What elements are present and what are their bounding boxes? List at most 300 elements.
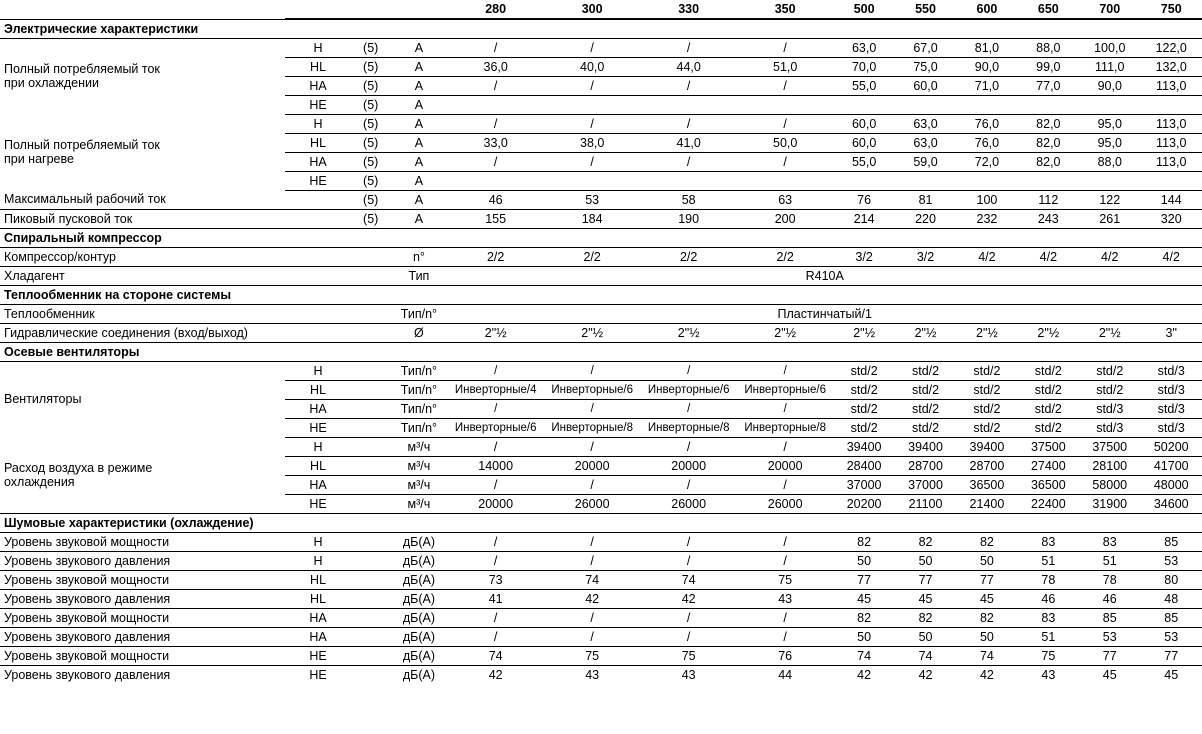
row-unit: Ø: [414, 325, 424, 340]
cell-value: 85: [1140, 608, 1202, 627]
cell-value: 3/2: [833, 247, 894, 266]
cell-value: /: [447, 437, 544, 456]
row-label: Расход воздуха в режиме охлаждения: [4, 460, 153, 489]
cell-value: /: [447, 152, 544, 171]
row-unit: A: [390, 95, 447, 114]
row-unit: дБ(А): [402, 667, 435, 682]
cell-value: 2"½: [581, 325, 604, 340]
cell-value: 40,0: [544, 57, 641, 76]
row-note: (5): [351, 38, 390, 57]
cell-value: 26000: [671, 496, 707, 511]
row-label: Уровень звуковой мощности: [0, 570, 285, 589]
cell-value: 51: [1018, 551, 1079, 570]
row-unit: м³/ч: [390, 437, 447, 456]
cell-value: /: [544, 399, 641, 418]
cell-value: 37000: [895, 475, 956, 494]
cell-value: 44: [778, 667, 793, 682]
cell-value: std/2: [895, 361, 956, 380]
cell-value: 36500: [956, 475, 1017, 494]
table-row: [0, 532, 1202, 551]
cell-value: /: [447, 361, 544, 380]
cell-value: /: [447, 475, 544, 494]
cell-value: 20000: [737, 456, 834, 475]
cell-value: 2"½: [484, 325, 507, 340]
row-label: Уровень звуковой мощности: [0, 532, 285, 551]
cell-value: 112: [1018, 190, 1079, 209]
cell-value: /: [640, 627, 737, 646]
cell-value: 42: [640, 589, 737, 608]
cell-value: 76: [833, 190, 894, 209]
cell-value: std/2: [833, 361, 894, 380]
cell-value: /: [737, 76, 834, 95]
cell-value: 51,0: [737, 57, 834, 76]
cell-value: 4/2: [1018, 247, 1079, 266]
row-note: [351, 665, 390, 684]
cell-value: 80: [1140, 570, 1202, 589]
table-row: [0, 627, 1202, 646]
cell-value: 132,0: [1140, 57, 1202, 76]
cell-value: 42: [857, 667, 872, 682]
cell-value: 190: [678, 211, 700, 226]
cell-value: std/2: [956, 418, 1017, 437]
cell-value: 85: [1079, 608, 1140, 627]
table-row: [0, 304, 1202, 323]
row-unit: A: [414, 211, 424, 226]
cell-value: 2/2: [544, 247, 641, 266]
cell-value: 63,0: [833, 38, 894, 57]
row-mode: HE: [285, 171, 351, 190]
cell-value: 60,0: [833, 133, 894, 152]
cell-value: std/3: [1140, 418, 1202, 437]
cell-value: 48000: [1140, 475, 1202, 494]
cell-value: /: [640, 361, 737, 380]
cell-value: /: [544, 361, 641, 380]
row-note: [351, 266, 390, 285]
cell-value: [1079, 95, 1140, 114]
cell-value: 74: [833, 646, 894, 665]
cell-value: 51: [1079, 551, 1140, 570]
row-mode: H: [285, 114, 351, 133]
table-row: [0, 551, 1202, 570]
row-mode: H: [285, 38, 351, 57]
row-unit: дБ(А): [390, 570, 447, 589]
cell-value: 63,0: [895, 133, 956, 152]
table-row: [0, 608, 1202, 627]
row-unit: Тип/n°: [390, 304, 447, 323]
row-mode: H: [285, 551, 351, 570]
cell-value: 41,0: [640, 133, 737, 152]
row-mode: HL: [285, 589, 351, 608]
cell-value: std/2: [1018, 399, 1079, 418]
row-unit: Тип: [408, 268, 430, 283]
cell-value: [956, 95, 1017, 114]
cell-value: 58000: [1079, 475, 1140, 494]
row-label: Компрессор/контур: [0, 247, 285, 266]
cell-value: /: [447, 38, 544, 57]
row-note: (5): [351, 57, 390, 76]
cell-value: std/2: [833, 380, 894, 399]
cell-value: [447, 171, 544, 190]
row-note: [351, 570, 390, 589]
table-row: [0, 589, 1202, 608]
cell-value: 42: [544, 589, 641, 608]
cell-value: 46: [1079, 589, 1140, 608]
cell-value: [447, 95, 544, 114]
cell-value: 74: [544, 570, 641, 589]
cell-value: [833, 95, 894, 114]
cell-value: 232: [976, 211, 998, 226]
row-note: [351, 247, 390, 266]
cell-value: 45: [956, 589, 1017, 608]
cell-value: [956, 171, 1017, 190]
header-blank-mode: [285, 0, 351, 19]
header-blank: [0, 0, 285, 19]
cell-value: /: [737, 532, 834, 551]
cell-value: 36,0: [447, 57, 544, 76]
row-label: Хладагент: [4, 268, 65, 283]
cell-value: 37500: [1079, 437, 1140, 456]
cell-value: /: [544, 114, 641, 133]
cell-value: 2/2: [447, 247, 544, 266]
cell-value: 60,0: [895, 76, 956, 95]
section-header-row: [0, 285, 1202, 304]
row-mode: HE: [309, 496, 327, 511]
cell-value: 53: [544, 190, 641, 209]
cell-value: 83: [1018, 532, 1079, 551]
cell-value: /: [544, 532, 641, 551]
row-note: [351, 494, 390, 513]
cell-value: 50: [956, 551, 1017, 570]
row-label: Пиковый пусковой ток: [4, 211, 133, 226]
cell-value: std/2: [833, 418, 894, 437]
cell-value: 20000: [544, 456, 641, 475]
cell-value: 78: [1018, 570, 1079, 589]
row-unit: дБ(А): [390, 551, 447, 570]
cell-value: 85: [1140, 532, 1202, 551]
cell-value: 27400: [1018, 456, 1079, 475]
cell-value: 63,0: [895, 114, 956, 133]
row-note: [351, 418, 390, 437]
cell-value: 58: [640, 190, 737, 209]
cell-value: 46: [1018, 589, 1079, 608]
cell-value: 50200: [1140, 437, 1202, 456]
row-unit: A: [390, 38, 447, 57]
cell-value: 43: [681, 667, 696, 682]
cell-value: 214: [853, 211, 875, 226]
row-unit: Тип/n°: [390, 380, 447, 399]
cell-value: 82: [895, 532, 956, 551]
cell-value: 113,0: [1140, 114, 1202, 133]
row-unit: A: [390, 114, 447, 133]
cell-value: [640, 171, 737, 190]
cell-value: /: [544, 76, 641, 95]
row-note: [351, 608, 390, 627]
row-label-line1: Полный потребляемый ток при охлаждении: [4, 62, 160, 91]
cell-value: 70,0: [833, 57, 894, 76]
cell-value: /: [640, 475, 737, 494]
cell-value: 77: [1140, 646, 1202, 665]
row-mode: [285, 209, 351, 228]
row-mode: HA: [285, 152, 351, 171]
cell-value: 320: [1160, 211, 1182, 226]
cell-value: 74: [447, 646, 544, 665]
column-header: 600: [956, 0, 1017, 19]
row-label: Уровень звукового давления: [0, 589, 285, 608]
cell-value: 82: [956, 608, 1017, 627]
cell-value: 88,0: [1079, 152, 1140, 171]
cell-value: 95,0: [1079, 114, 1140, 133]
row-unit: м³/ч: [390, 475, 447, 494]
cell-value: /: [447, 551, 544, 570]
header-blank-note: [351, 0, 390, 19]
cell-value: [895, 95, 956, 114]
cell-value: 60,0: [833, 114, 894, 133]
cell-value: 53: [1140, 551, 1202, 570]
row-mode: [285, 190, 351, 209]
row-label: Уровень звуковой мощности: [0, 646, 285, 665]
table-row: [0, 209, 1202, 228]
cell-value: 75: [640, 646, 737, 665]
table-row: [0, 114, 1202, 133]
table-row: [0, 665, 1202, 684]
cell-value: 22400: [1030, 496, 1066, 511]
row-mode: H: [285, 532, 351, 551]
cell-value: 220: [915, 211, 936, 226]
cell-value: 75: [1018, 646, 1079, 665]
row-note: [351, 475, 390, 494]
cell-value: 113,0: [1140, 152, 1202, 171]
cell-value: 122: [1079, 190, 1140, 209]
row-label: Гидравлические соединения (вход/выход): [4, 325, 248, 340]
section-title: Осевые вентиляторы: [0, 342, 1202, 361]
cell-value: 2"½: [853, 325, 876, 340]
cell-value-merged: R410A: [805, 268, 844, 283]
row-note: [351, 627, 390, 646]
cell-value: 75: [737, 570, 834, 589]
cell-value: 20200: [846, 496, 882, 511]
cell-value: 82: [956, 532, 1017, 551]
cell-value: 50: [895, 627, 956, 646]
section-title: Теплообменник на стороне системы: [0, 285, 1202, 304]
cell-value: 90,0: [1079, 76, 1140, 95]
cell-value: 34600: [1153, 496, 1189, 511]
cell-value: /: [447, 399, 544, 418]
column-header: 500: [833, 0, 894, 19]
table-header-row: [0, 0, 1202, 19]
row-note: (5): [351, 133, 390, 152]
row-note: [351, 456, 390, 475]
cell-value: /: [544, 475, 641, 494]
cell-value: 41: [447, 589, 544, 608]
cell-value: /: [640, 608, 737, 627]
row-label: Вентиляторы: [4, 392, 82, 407]
cell-value: 50: [833, 627, 894, 646]
cell-value: /: [737, 38, 834, 57]
column-header: 350: [737, 0, 834, 19]
row-unit: дБ(А): [390, 627, 447, 646]
cell-value: 21400: [969, 496, 1005, 511]
cell-value: 71,0: [956, 76, 1017, 95]
row-mode: HA: [285, 627, 351, 646]
row-unit: м³/ч: [407, 496, 431, 511]
row-unit: дБ(А): [390, 589, 447, 608]
row-note: (5): [351, 152, 390, 171]
cell-value: 37000: [833, 475, 894, 494]
cell-value: 155: [485, 211, 507, 226]
cell-value: 2"½: [677, 325, 700, 340]
cell-value: /: [447, 608, 544, 627]
row-label: [0, 38, 285, 114]
table-row: [0, 361, 1202, 380]
row-unit: Тип/n°: [390, 361, 447, 380]
row-note: [351, 532, 390, 551]
cell-value: [544, 171, 641, 190]
cell-value: std/3: [1079, 418, 1140, 437]
cell-value: [544, 95, 641, 114]
row-unit: Тип/n°: [390, 418, 447, 437]
cell-value: 42: [488, 667, 503, 682]
cell-value: /: [544, 437, 641, 456]
row-mode: H: [285, 437, 351, 456]
cell-value: [1140, 171, 1202, 190]
cell-value: [1079, 171, 1140, 190]
cell-value: 2/2: [737, 247, 834, 266]
column-header: 650: [1018, 0, 1079, 19]
table-row: [0, 247, 1202, 266]
cell-value: Инверторные/4: [447, 380, 544, 399]
row-note: [351, 437, 390, 456]
cell-value: 39400: [833, 437, 894, 456]
row-mode: HL: [285, 380, 351, 399]
cell-value: 77,0: [1018, 76, 1079, 95]
row-note: [351, 589, 390, 608]
cell-value: std/2: [1018, 361, 1079, 380]
column-header: 330: [640, 0, 737, 19]
section-title: Шумовые характеристики (охлаждение): [0, 513, 1202, 532]
table-row: [0, 190, 1202, 209]
column-header: 750: [1140, 0, 1202, 19]
cell-value: 100,0: [1079, 38, 1140, 57]
cell-value: 76,0: [956, 114, 1017, 133]
row-unit: A: [390, 76, 447, 95]
cell-value: /: [544, 152, 641, 171]
cell-value: 39400: [895, 437, 956, 456]
cell-value: std/2: [895, 418, 956, 437]
cell-value: 44,0: [640, 57, 737, 76]
row-note: [351, 646, 390, 665]
row-unit: дБ(А): [390, 646, 447, 665]
row-unit: дБ(А): [390, 608, 447, 627]
table-row: [0, 646, 1202, 665]
cell-value: 28700: [956, 456, 1017, 475]
section-header-row: [0, 513, 1202, 532]
cell-value: std/2: [1018, 380, 1079, 399]
cell-value: 45: [1102, 667, 1117, 682]
cell-value: /: [737, 627, 834, 646]
row-note: [351, 361, 390, 380]
cell-value: /: [447, 76, 544, 95]
cell-value: /: [447, 532, 544, 551]
row-label: Уровень звуковой мощности: [0, 608, 285, 627]
cell-value: 4/2: [956, 247, 1017, 266]
row-mode: HE: [285, 418, 351, 437]
cell-value: 20000: [478, 496, 514, 511]
section-header-row: [0, 228, 1202, 247]
cell-value: Инверторные/6: [640, 380, 737, 399]
row-label: Максимальный рабочий ток: [0, 190, 285, 209]
cell-value: 90,0: [956, 57, 1017, 76]
header-blank-unit: [390, 0, 447, 19]
row-unit: A: [390, 152, 447, 171]
cell-value: 14000: [447, 456, 544, 475]
cell-value: std/3: [1140, 380, 1202, 399]
row-note: [351, 323, 390, 342]
row-unit: Тип/n°: [390, 399, 447, 418]
row-note: [351, 380, 390, 399]
cell-value: 38,0: [544, 133, 641, 152]
cell-value: std/2: [956, 399, 1017, 418]
cell-value: 184: [581, 211, 603, 226]
cell-value: /: [640, 399, 737, 418]
cell-value: 50,0: [737, 133, 834, 152]
cell-value: 3/2: [895, 247, 956, 266]
row-mode: [285, 323, 351, 342]
row-mode: [285, 266, 351, 285]
cell-value: std/3: [1140, 361, 1202, 380]
cell-value: 77: [1079, 646, 1140, 665]
cell-value: /: [544, 608, 641, 627]
cell-value: /: [544, 38, 641, 57]
cell-value: 43: [737, 589, 834, 608]
cell-value: 42: [979, 667, 994, 682]
cell-value: [833, 171, 894, 190]
row-mode: HE: [285, 646, 351, 665]
row-mode: HA: [285, 475, 351, 494]
cell-value: /: [737, 475, 834, 494]
section-header-row: [0, 342, 1202, 361]
cell-value: std/3: [1079, 399, 1140, 418]
cell-value: /: [640, 38, 737, 57]
row-note: [351, 551, 390, 570]
column-header: 700: [1079, 0, 1140, 19]
cell-value: std/2: [1079, 361, 1140, 380]
cell-value: 50: [956, 627, 1017, 646]
cell-value: [1018, 171, 1079, 190]
cell-value: 82,0: [1018, 133, 1079, 152]
column-header: 550: [895, 0, 956, 19]
row-label: Полный потребляемый ток при нагреве: [4, 138, 160, 166]
row-mode: HA: [285, 76, 351, 95]
row-mode: [285, 247, 351, 266]
cell-value: 51: [1018, 627, 1079, 646]
cell-value: 31900: [1092, 496, 1128, 511]
cell-value: 43: [1041, 667, 1056, 682]
cell-value: 74: [640, 570, 737, 589]
row-unit: A: [390, 133, 447, 152]
cell-value: 99,0: [1018, 57, 1079, 76]
cell-value: 26000: [574, 496, 610, 511]
cell-value: 100: [956, 190, 1017, 209]
cell-value: 74: [956, 646, 1017, 665]
row-note: [351, 399, 390, 418]
cell-value: 55,0: [833, 76, 894, 95]
row-unit: м³/ч: [390, 456, 447, 475]
cell-value: 39400: [956, 437, 1017, 456]
cell-value: 77: [895, 570, 956, 589]
cell-value: 74: [895, 646, 956, 665]
cell-value: 261: [1099, 211, 1121, 226]
cell-value: 78: [1079, 570, 1140, 589]
